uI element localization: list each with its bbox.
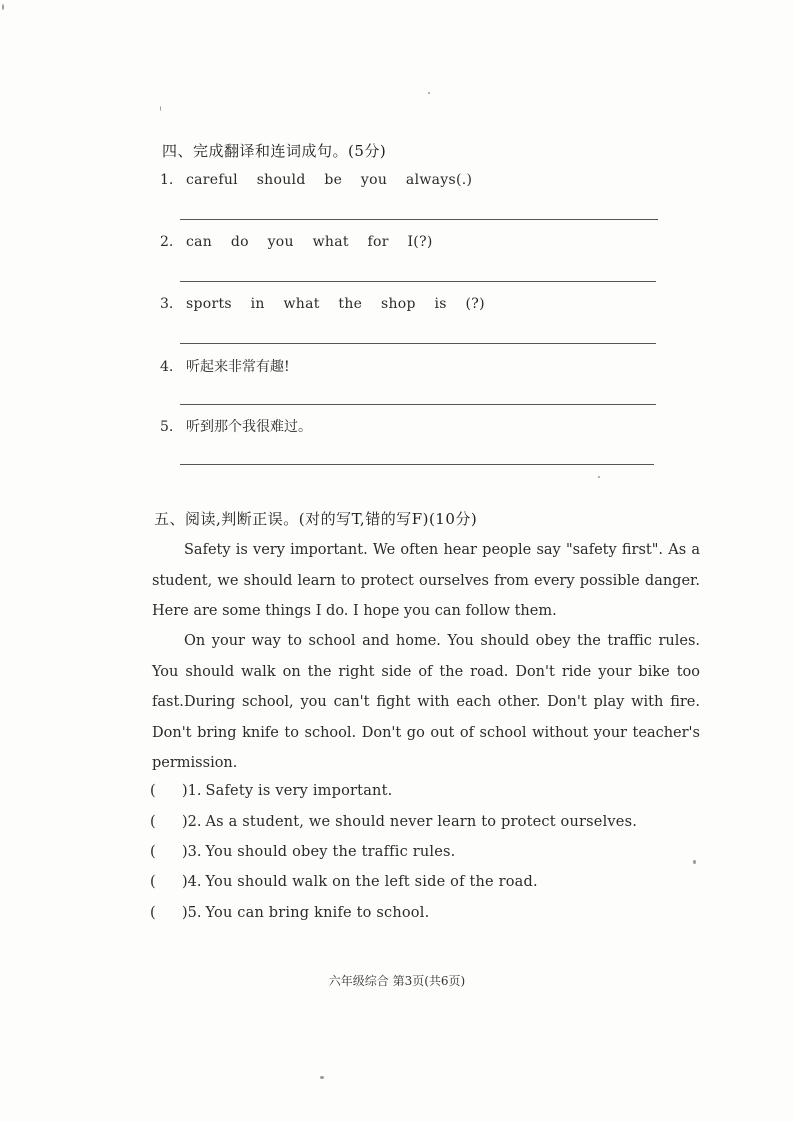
question-text: sports in what the shop is (?): [186, 296, 485, 312]
answer-line-2[interactable]: [180, 281, 656, 282]
statement-text: You can bring knife to school.: [205, 905, 430, 921]
question-number: 2.: [160, 234, 174, 250]
statement-5: [150, 905, 429, 921]
answer-blank[interactable]: (: [150, 905, 156, 921]
reading-paragraph-3: During school, you can't fight with each other. Don't play with fire. Don't bring knife to school. Don't go out of school without your teacher's permission.: [152, 694, 700, 771]
question-text: can do you what for I(?): [186, 234, 433, 250]
question-number: 5.: [160, 419, 174, 435]
question-1: [160, 172, 472, 188]
scan-speck: [320, 1076, 324, 1079]
answer-line-4[interactable]: [180, 404, 656, 405]
question-text: 听起来非常有趣!: [186, 359, 290, 375]
answer-blank[interactable]: (: [150, 783, 156, 799]
statement-text: Safety is very important.: [205, 783, 393, 799]
answer-line-5[interactable]: [180, 464, 654, 465]
answer-blank[interactable]: (: [150, 874, 156, 890]
question-number: 1.: [160, 172, 174, 188]
page-footer: 六年级综合 第3页(共6页): [328, 974, 466, 988]
statement-4: [150, 874, 538, 890]
scan-speck: [598, 476, 600, 478]
scan-speck: [160, 106, 161, 111]
question-3: [160, 296, 485, 312]
section-4-title: 四、完成翻译和连词成句。(5分): [162, 142, 387, 160]
statement-number: )3.: [182, 844, 202, 860]
statement-number: )4.: [182, 874, 202, 890]
reading-paragraph-1: Safety is very important. We often hear people say "safety first". As a student, we should learn to protect ourselves from every possible danger. Here are some things I do. I hope you can follow them.: [152, 542, 700, 619]
question-text: 听到那个我很难过。: [186, 419, 312, 435]
reading-paragraph-2: On your way to school and home. You should obey the traffic rules. You should walk on the right side of the road. Don't ride your bike too fast.: [152, 633, 700, 710]
scan-speck: [693, 860, 696, 864]
statement-number: )1.: [182, 783, 202, 799]
question-5: [160, 416, 312, 436]
question-number: 4.: [160, 359, 174, 375]
answer-line-1[interactable]: [180, 219, 658, 220]
statement-2: [150, 814, 637, 830]
answer-line-3[interactable]: [180, 343, 656, 344]
answer-blank[interactable]: (: [150, 844, 156, 860]
statement-text: As a student, we should never learn to protect ourselves.: [205, 814, 638, 830]
statement-3: [150, 844, 455, 860]
answer-blank[interactable]: (: [150, 814, 156, 830]
statement-number: )5.: [182, 905, 202, 921]
question-text: careful should be you always(.): [186, 172, 473, 188]
statement-number: )2.: [182, 814, 202, 830]
question-4: [160, 356, 290, 376]
section-5-title: 五、阅读,判断正误。(对的写T,错的写F)(10分): [154, 510, 478, 528]
scan-speck: [428, 92, 430, 94]
statement-text: You should obey the traffic rules.: [205, 844, 456, 860]
statement-text: You should walk on the left side of the road.: [205, 874, 538, 890]
statement-1: [150, 783, 392, 799]
question-2: [160, 234, 433, 250]
scan-speck: [2, 4, 4, 10]
question-number: 3.: [160, 296, 174, 312]
